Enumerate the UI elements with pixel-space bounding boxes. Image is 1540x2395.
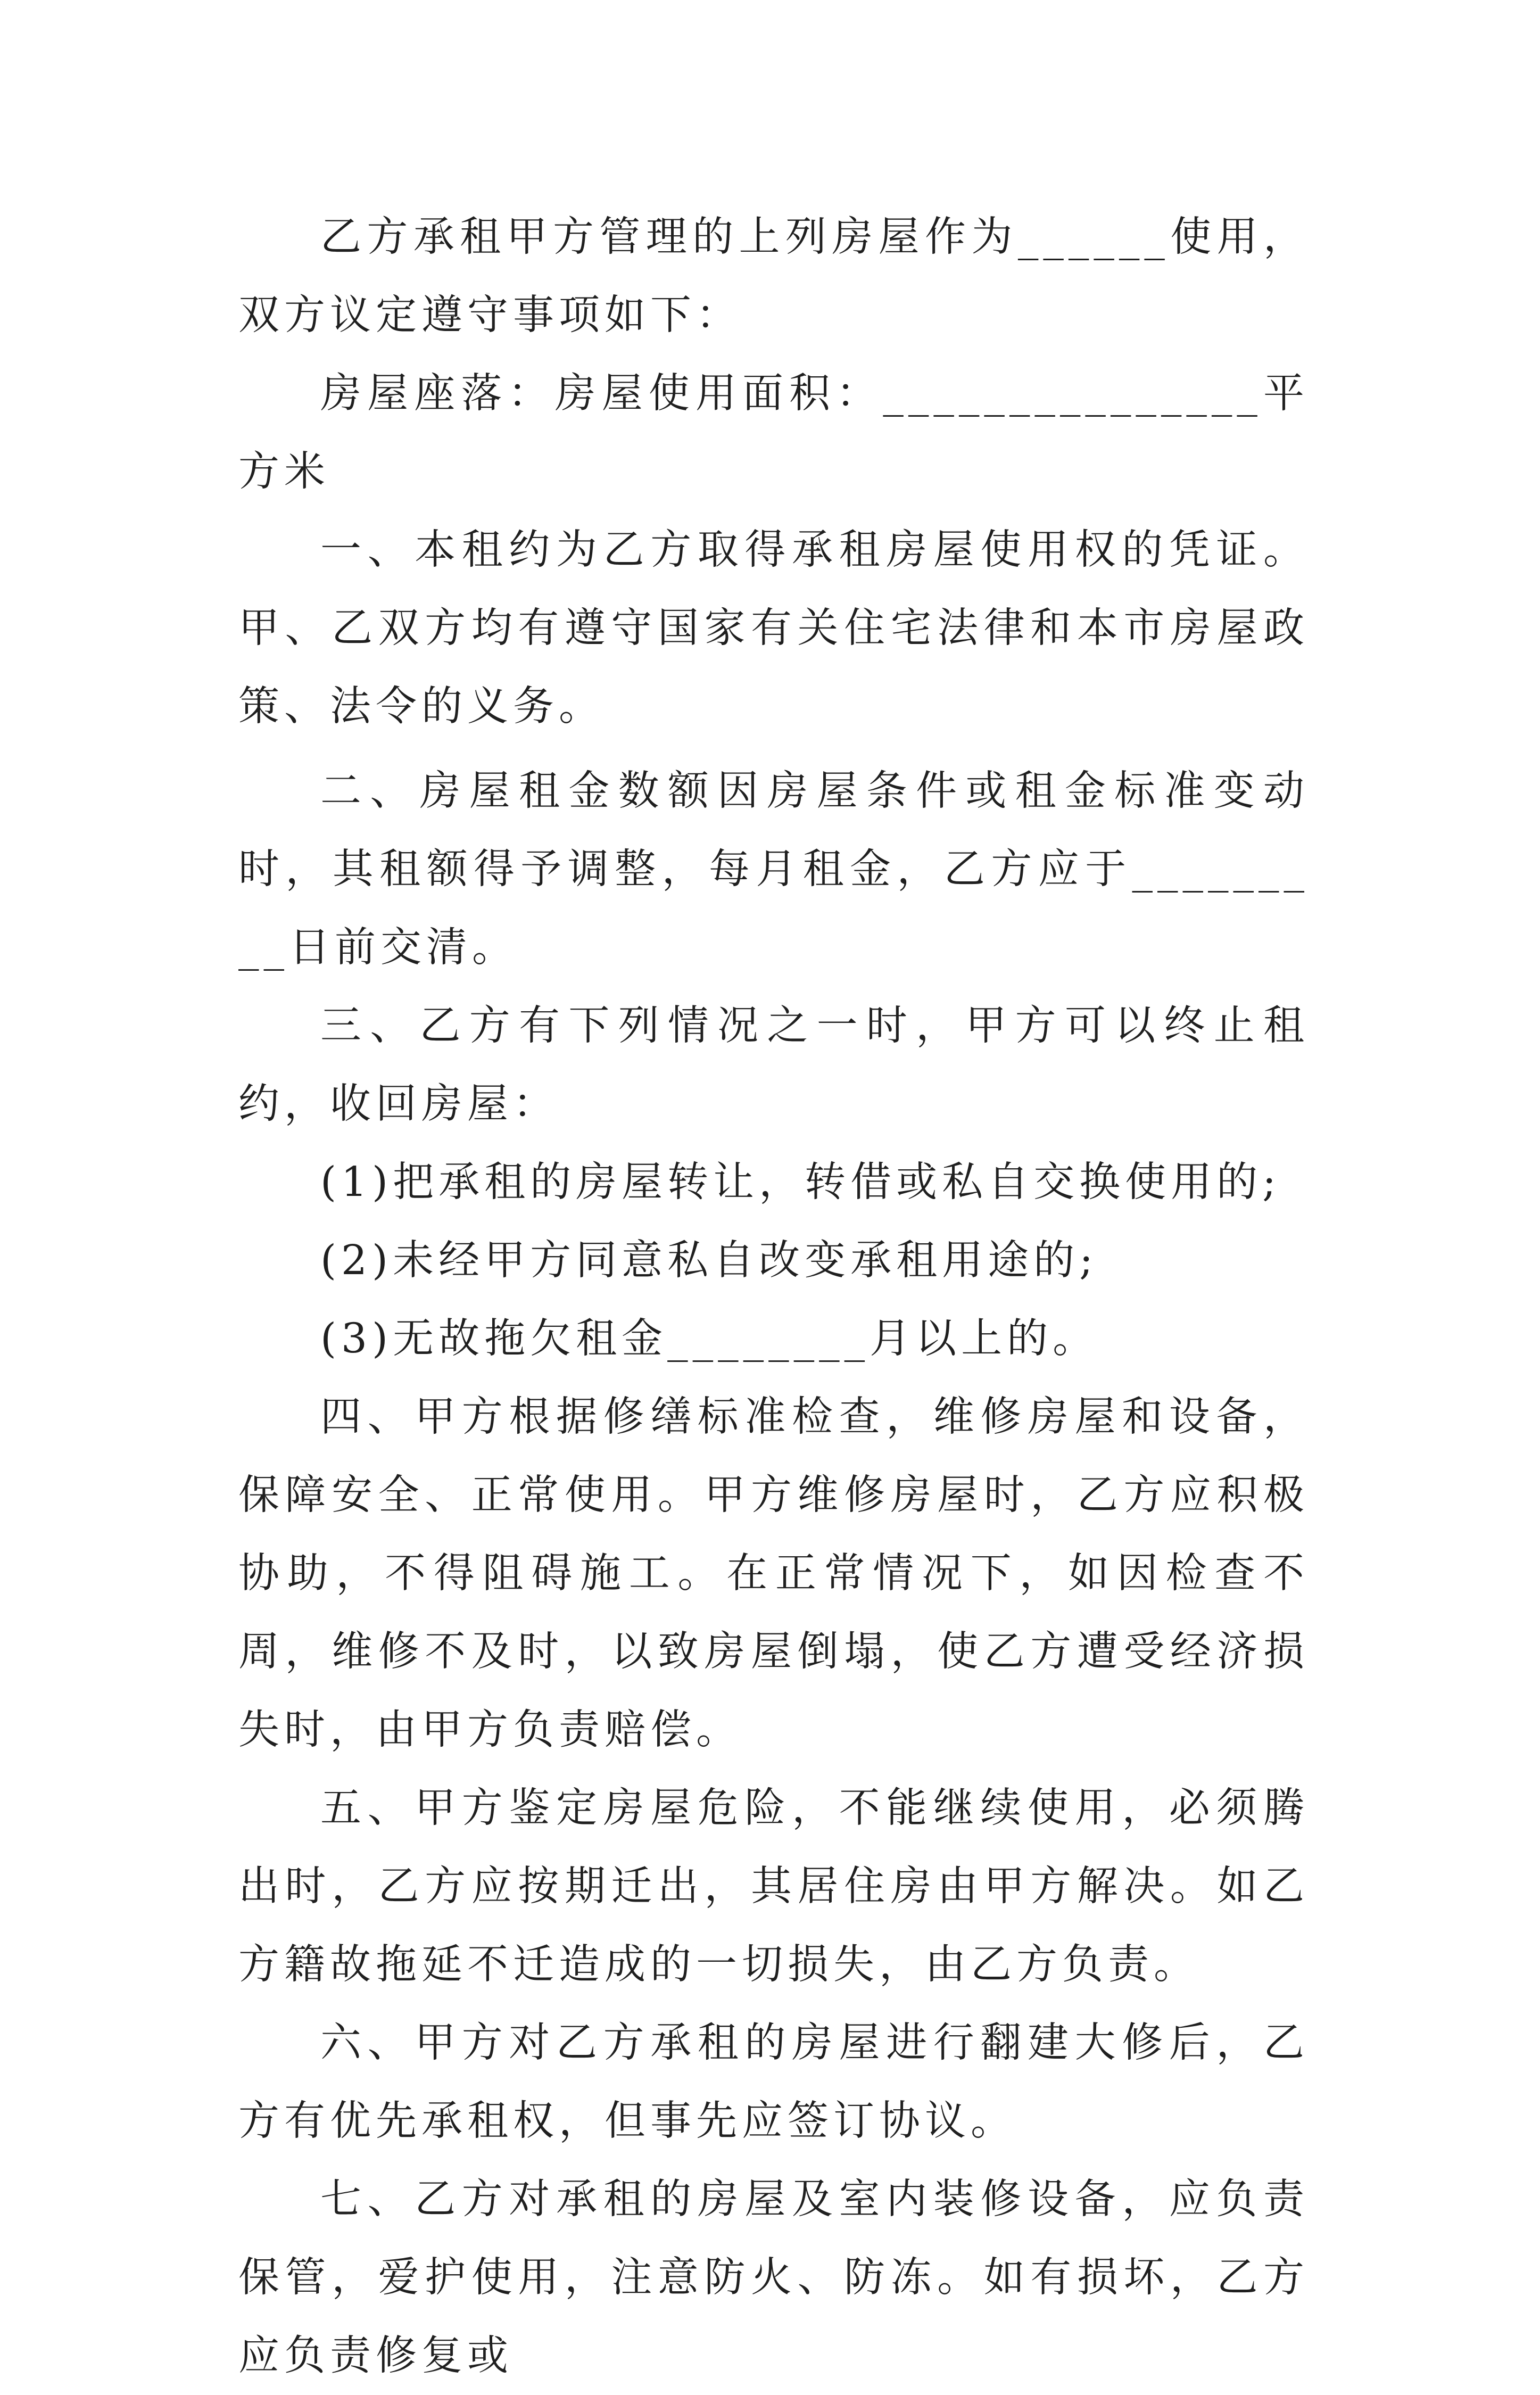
paragraph-clause-3-item-2: (2)未经甲方同意私自改变承租用途的;: [320, 1237, 1098, 1284]
paragraph-clause-5: 五、甲方鉴定房屋危险，不能继续使用，必须腾出时，乙方应按期迁出，其居住房由甲方解决。如乙方籍故拖延不迁造成的一切损失，由乙方负责。: [238, 1785, 1309, 1988]
paragraph-intro: 乙方承租甲方管理的上列房屋作为______使用，双方议定遵守事项如下：: [238, 213, 1309, 339]
paragraph-clause-3-item-3: (3)无故拖欠租金________月以上的。: [320, 1315, 1099, 1362]
paragraph-clause-2: 二、房屋租金数额因房屋条件或租金标准变动时，其租额得予调整，每月租金，乙方应于_________日前交清。: [238, 767, 1309, 971]
paragraph-clause-3: 三、乙方有下列情况之一时，甲方可以终止租约，收回房屋：: [238, 1002, 1309, 1128]
document-body: [238, 198, 1309, 2395]
paragraph-clause-4: 四、甲方根据修缮标准检查，维修房屋和设备，保障安全、正常使用。甲方维修房屋时，乙方应积极协助，不得阻碍施工。在正常情况下，如因检查不周，维修不及时，以致房屋倒塌，使乙方遭受经济损失时，由甲方负责赔偿。: [238, 1393, 1309, 1754]
paragraph-clause-6: 六、甲方对乙方承租的房屋进行翻建大修后，乙方有优先承租权，但事先应签订协议。: [238, 2019, 1309, 2145]
paragraph-clause-3-item-1: (1)把承租的房屋转让，转借或私自交换使用的;: [320, 1159, 1281, 1206]
paragraph-clause-7: 七、乙方对承租的房屋及室内装修设备，应负责保管，爱护使用，注意防火、防冻。如有损坏，乙方应负责修复或: [238, 2176, 1309, 2380]
paragraph-location-area: 房屋座落：房屋使用面积：_______________平方米: [238, 370, 1309, 495]
paragraph-clause-1: 一、本租约为乙方取得承租房屋使用权的凭证。甲、乙双方均有遵守国家有关住宅法律和本市房屋政策、法令的义务。: [238, 526, 1309, 730]
